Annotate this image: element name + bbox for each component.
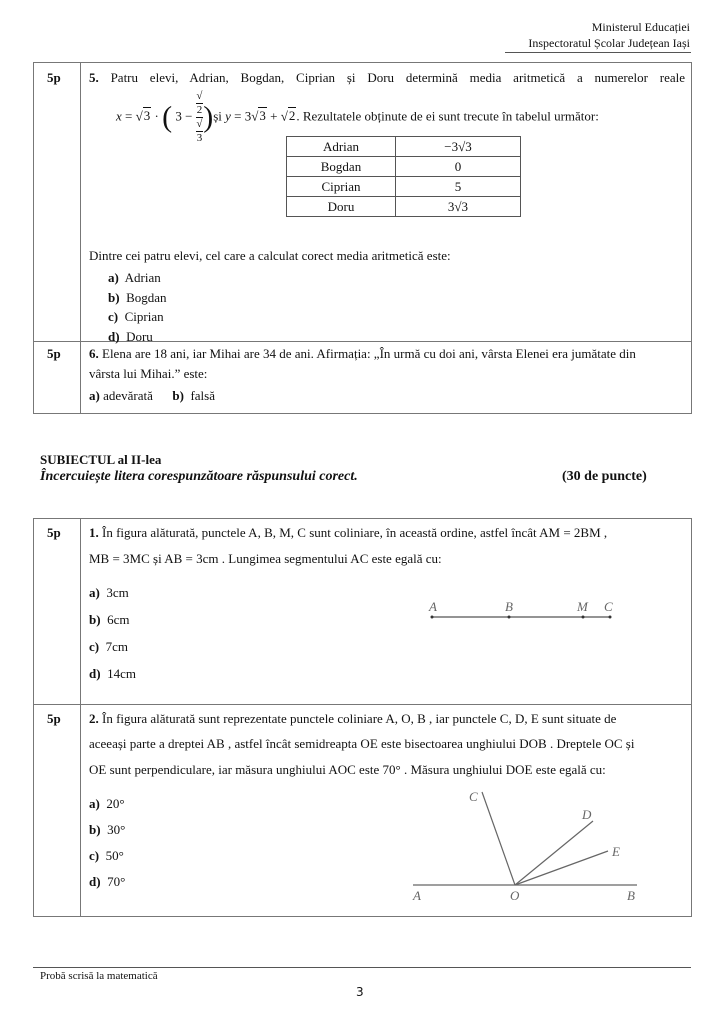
- option-c[interactable]: c) 50°: [89, 848, 124, 863]
- q2-points: 5p: [47, 711, 61, 726]
- angles-figure: [405, 782, 645, 907]
- subject-instruction: Încercuiește litera corespunzătoare răspunsului corect.: [40, 469, 358, 484]
- q1-line1: 1. În figura alăturată, punctele A, B, M, C sunt coliniare, în această ordine, astfel încât AM = 2BM ,: [89, 525, 608, 540]
- option-d[interactable]: d) 14cm: [89, 666, 136, 681]
- option-c[interactable]: c) Ciprian: [108, 309, 164, 324]
- header-inspectorate: Inspectoratul Școlar Județean Iași: [528, 36, 690, 50]
- page-number: 3: [356, 985, 364, 999]
- q5-points: 5p: [47, 70, 61, 85]
- row-divider: [33, 704, 691, 705]
- table-row: Adrian −3√3: [287, 137, 521, 157]
- point-label-b: B: [505, 599, 513, 614]
- table-row: Bogdan 0: [287, 157, 521, 177]
- option-c[interactable]: c) 7cm: [89, 639, 128, 654]
- point-label-c: C: [604, 599, 613, 614]
- footer-text: Probă scrisă la matematică: [40, 970, 158, 982]
- option-a[interactable]: a) Adrian: [108, 270, 161, 285]
- table-row: Doru 3√3: [287, 197, 521, 217]
- q2-line3: OE sunt perpendiculare, iar măsura unghiului AOC este 70° . Măsura unghiului DOE este egală cu:: [89, 762, 606, 777]
- option-a[interactable]: a) 3cm: [89, 585, 129, 600]
- q6-line1: 6. Elena are 18 ani, iar Mihai are 34 de ani. Afirmația: „În urmă cu doi ani, vârsta Elenei era jumătate din: [89, 346, 636, 361]
- header-rule: [505, 52, 691, 53]
- point-label-a: A: [429, 599, 437, 614]
- point-label-d: D: [582, 807, 592, 822]
- option-a[interactable]: a) 20°: [89, 796, 125, 811]
- option-b[interactable]: b) Bogdan: [108, 289, 167, 305]
- footer-rule: [33, 967, 691, 968]
- q6-options: [89, 388, 215, 404]
- q2-line1: 2. În figura alăturată sunt reprezentate punctele coliniare A, O, B , iar punctele C, D, E sunt situate de: [89, 711, 617, 726]
- q5-question: Dintre cei patru elevi, cel care a calculat corect media aritmetică este:: [89, 248, 451, 263]
- q5-text: 5. Patru elevi, Adrian, Bogdan, Ciprian și Doru determină media aritmetică a numerelor reale: [89, 70, 686, 85]
- ray-od: [515, 821, 593, 885]
- q2-line2: aceeași parte a dreptei AB , astfel încât semidreapta OE este bisectoarea unghiului DOB . Dreptele OC și: [89, 736, 635, 751]
- ray-oc: [482, 792, 515, 885]
- q6-line2: vârsta lui Mihai.” este:: [89, 366, 208, 381]
- point-label-a: A: [413, 888, 421, 903]
- q5-expression: x = √3 · ( 3 − √ 2 √ 3 )și y = 3√3 + √2. Rezultatele obținute de ei sunt trecute în tabelul următor:: [116, 90, 599, 144]
- q1-line2: MB = 3MC și AB = 3cm . Lungimea segmentului AC este egală cu:: [89, 551, 442, 566]
- option-d[interactable]: d) 70°: [89, 874, 126, 889]
- table-row: Ciprian 5: [287, 177, 521, 197]
- option-b[interactable]: b) 6cm: [89, 612, 130, 627]
- option-b[interactable]: b) 30°: [89, 822, 126, 837]
- option-d[interactable]: d) Doru: [108, 328, 153, 344]
- option-a[interactable]: a) adevărată: [89, 388, 153, 403]
- q1-options: [89, 579, 136, 687]
- subject-title: SUBIECTUL al II-lea: [40, 452, 162, 467]
- q1-points: 5p: [47, 525, 61, 540]
- q6-points: 5p: [47, 346, 61, 361]
- q2-options: [89, 791, 125, 895]
- column-divider: [80, 62, 81, 413]
- segment-figure: [420, 595, 630, 630]
- ray-oe: [515, 851, 608, 885]
- option-b[interactable]: b) falsă: [172, 388, 215, 403]
- q5-options: [108, 268, 167, 346]
- point-label-e: E: [612, 844, 620, 859]
- header-ministry: Ministerul Educației: [591, 20, 690, 34]
- point-label-c: C: [469, 789, 478, 804]
- point-label-b: B: [627, 888, 635, 903]
- point-label-o: O: [510, 888, 520, 903]
- subject-points: (30 de puncte): [562, 469, 647, 484]
- point-label-m: M: [577, 599, 588, 614]
- column-divider: [80, 518, 81, 916]
- results-table: [286, 136, 521, 217]
